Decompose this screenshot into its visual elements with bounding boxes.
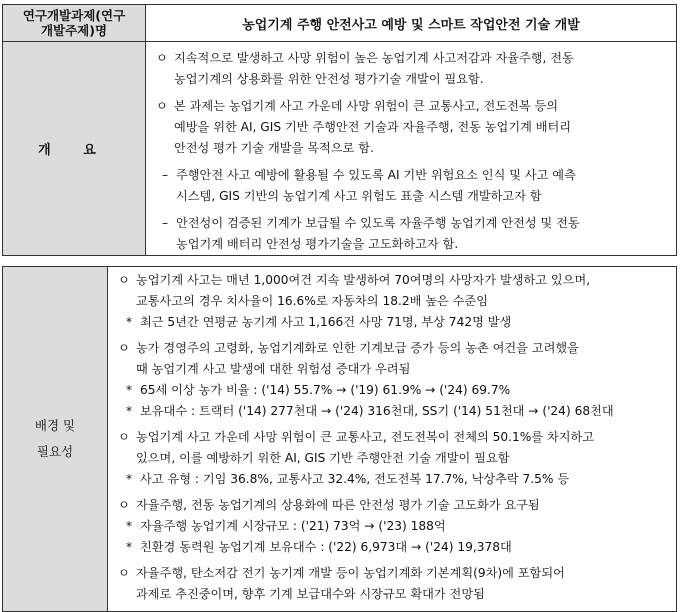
background-note [108, 312, 676, 333]
background-item-line: 농가 경영주의 고령화, 농업기계화로 인한 기계보급 증가 등의 농촌 여건을 고려했을 [136, 341, 579, 355]
background-note [108, 401, 676, 422]
background-item-line: 과제로 추진중이며, 향후 기계 보급대수와 시장규모 확대가 전망됨 [136, 587, 485, 601]
background-note-text: 65세 이상 농가 비율 : ('14) 55.7% → ('19) 61.9% → ('24) 69.7% [140, 383, 511, 397]
overview-item-line: 지속적으로 발생하고 사망 위험이 높은 농업기계 사고저감과 자율주행, 전동 [174, 51, 574, 65]
background-note [108, 516, 676, 537]
asterisk-bullet-icon: * [126, 472, 133, 486]
background-item [108, 338, 676, 380]
background-note [108, 537, 676, 558]
background-item [108, 495, 676, 516]
overview-item-line: 예방을 위한 AI, GIS 기반 주행안전 기술과 자율주행, 전동 농업기계 배터리 [174, 120, 572, 134]
title-row [3, 5, 677, 42]
background-item-line: 교통사고의 경우 치사율이 16.6%로 자동차의 18.2배 높은 수준임 [136, 294, 488, 308]
overview-item-line: 농업기계 배터리 안전성 평가기술을 고도화하고자 함. [176, 237, 459, 251]
background-item-line: 농업기계 사고 가운데 사망 위험이 큰 교통사고, 전도전복이 전체의 50.1%를 차지하고 [136, 430, 595, 444]
overview-item [146, 48, 676, 90]
project-overview-table [2, 4, 677, 256]
project-title: 농업기계 주행 안전사고 예방 및 스마트 작업안전 기술 개발 [146, 5, 677, 42]
asterisk-bullet-icon: * [126, 315, 133, 329]
background-item [108, 270, 676, 312]
overview-item-line: 안전성 평가 기술 개발을 목적으로 함. [174, 141, 374, 155]
overview-item-line: 본 과제는 농업기계 사고 가운데 사망 위험이 큰 교통사고, 전도전복 등의 [174, 99, 559, 113]
background-item [108, 427, 676, 469]
background-table [2, 266, 677, 612]
circle-bullet-icon: ㅇ [118, 566, 130, 580]
background-note-text: 자율주행 농업기계 시장규모 : ('21) 73억 → ('23) 188억 [140, 519, 446, 533]
overview-item-line: 시스템, GIS 기반의 농업기계 사고 위험도 표출 시스템 개발하고자 함 [176, 189, 542, 203]
background-content [108, 267, 677, 612]
dash-bullet-icon: – [162, 216, 169, 230]
overview-label: 개 요 [3, 42, 146, 256]
circle-bullet-icon: ㅇ [118, 430, 130, 444]
background-item-line: 자율주행, 전동 농업기계의 상용화에 따른 안전성 평가 기술 고도화가 요구됨 [136, 498, 540, 512]
overview-row [3, 42, 677, 256]
circle-bullet-icon: ㅇ [118, 498, 130, 512]
dash-bullet-icon: – [162, 168, 169, 182]
asterisk-bullet-icon: * [126, 383, 133, 397]
project-name-label-line1: 연구개발과제(연구 [22, 8, 126, 23]
background-item-line: 농업기계 사고는 매년 1,000여건 지속 발생하여 70여명의 사망자가 발생하고 있으며, [136, 273, 591, 287]
background-note [108, 380, 676, 401]
overview-subitem [146, 213, 676, 255]
circle-bullet-icon: ㅇ [156, 99, 168, 113]
asterisk-bullet-icon: * [126, 519, 133, 533]
project-name-label-line2: 개발주제)명 [40, 23, 108, 38]
project-name-label-cell [3, 5, 146, 42]
background-item [108, 563, 676, 605]
background-note-text: 사고 유형 : 기임 36.8%, 교통사고 32.4%, 전도전복 17.7%, 낙상추락 7.5% 등 [140, 472, 570, 486]
background-label-line1: 배경 및 [34, 418, 76, 433]
background-item-line: 자율주행, 탄소저감 전기 농기계 개발 등이 농업기계화 기본계획(9차)에 포함되어 [136, 566, 565, 580]
background-label-line2: 필요성 [36, 444, 74, 459]
overview-subitem [146, 165, 676, 207]
circle-bullet-icon: ㅇ [118, 341, 130, 355]
circle-bullet-icon: ㅇ [156, 51, 168, 65]
asterisk-bullet-icon: * [126, 540, 133, 554]
background-label-cell [3, 267, 108, 612]
background-note-text: 보유대수 : 트랙터 ('14) 277천대 → ('24) 316천대, SS기 ('14) 51천대 → ('24) 68천대 [140, 404, 614, 418]
overview-content [146, 42, 677, 256]
overview-item [146, 96, 676, 159]
background-note [108, 469, 676, 490]
background-item-line: 있으며, 이를 예방하기 위한 AI, GIS 기반 주행안전 기술 개발이 필요함 [136, 451, 510, 465]
asterisk-bullet-icon: * [126, 404, 133, 418]
background-note-text: 최근 5년간 연평균 농기계 사고 1,166건 사망 71명, 부상 742명 발생 [140, 315, 512, 329]
circle-bullet-icon: ㅇ [118, 273, 130, 287]
background-row [3, 267, 677, 612]
overview-item-line: 안전성이 검증된 기계가 보급될 수 있도록 자율주행 농업기계 안전성 및 전동 [176, 216, 580, 230]
overview-item-line: 주행안전 사고 예방에 활용될 수 있도록 AI 기반 위험요소 인식 및 사고 예측 [176, 168, 576, 182]
background-note-text: 친환경 동력원 농업기계 보유대수 : ('22) 6,973대 → ('24) 19,378대 [140, 540, 512, 554]
overview-item-line: 농업기계의 상용화를 위한 안전성 평가기술 개발이 필요함. [174, 72, 484, 86]
background-item-line: 때 농업기계 사고 발생에 대한 위험성 증대가 우려됨 [136, 362, 411, 376]
